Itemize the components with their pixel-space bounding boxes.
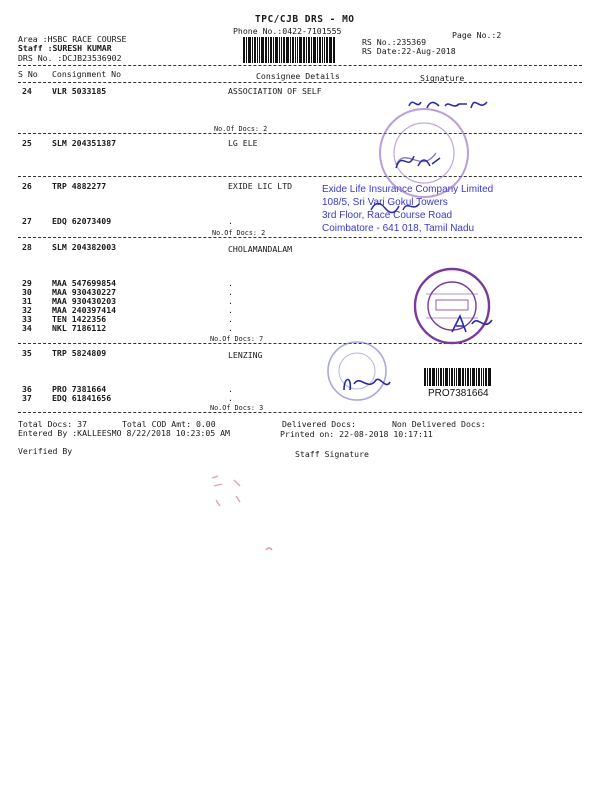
signature-27-icon: [367, 196, 423, 216]
divider: [18, 343, 582, 344]
smudge-mark-icon: [206, 472, 246, 512]
row-consignment: PRO 7381664: [52, 384, 107, 394]
divider: [18, 176, 582, 177]
row-dot: .: [228, 287, 233, 297]
row-dot: .: [228, 216, 233, 226]
signature-25-icon: [392, 148, 442, 174]
docs-count: No.Of Docs: 3: [210, 404, 264, 412]
divider: [18, 133, 582, 134]
row-dot: .: [228, 323, 233, 333]
divider: [18, 237, 582, 238]
row-consignment: MAA 240397414: [52, 305, 117, 315]
row-dot: .: [228, 278, 233, 288]
row-consignment: TRP 5824809: [52, 348, 107, 358]
divider: [18, 82, 582, 83]
sticker-code: PRO7381664: [428, 388, 489, 399]
col-signature: Signature: [420, 73, 465, 83]
row-sno: 25: [22, 138, 32, 148]
row-consignee: CHOLAMANDALAM: [228, 244, 293, 254]
row-consignee: EXIDE LIC LTD: [228, 181, 293, 191]
row-consignee: ASSOCIATION OF SELF: [228, 86, 322, 96]
rs-date: RS Date:22-Aug-2018: [362, 46, 456, 56]
row-dot: .: [228, 314, 233, 324]
exide-stamp-line: 3rd Floor, Race Course Road: [322, 210, 453, 221]
row-consignment: TRP 4882277: [52, 181, 107, 191]
signature-35-icon: [338, 372, 394, 396]
exide-stamp-line: 108/5, Sri Vari Gokul Towers: [322, 197, 448, 208]
signature-24-icon: [405, 92, 495, 114]
row-consignment: EDQ 62073409: [52, 216, 112, 226]
row-dot: .: [228, 305, 233, 315]
row-consignment: TEN 1422356: [52, 314, 107, 324]
row-sno: 33: [22, 314, 32, 324]
printed-on: Printed on: 22-08-2018 10:17:11: [280, 429, 433, 439]
row-consignment: SLM 204351387: [52, 138, 117, 148]
row-consignment: SLM 204382003: [52, 242, 117, 252]
row-sno: 24: [22, 86, 32, 96]
row-consignment: MAA 547699854: [52, 278, 117, 288]
col-sno: S No: [18, 69, 38, 79]
smudge-dot-icon: [264, 544, 274, 554]
row-sno: 26: [22, 181, 32, 191]
row-sno: 35: [22, 348, 32, 358]
row-sno: 32: [22, 305, 32, 315]
divider: [18, 412, 582, 413]
row-consignment: EDQ 61841656: [52, 393, 112, 403]
row-dot: .: [228, 393, 233, 403]
rs-number: RS No.:235369: [362, 37, 427, 47]
entered-by: Entered By :KALLEESMO 8/22/2018 10:23:05 AM: [18, 428, 230, 438]
row-sno: 31: [22, 296, 32, 306]
row-consignee: LG ELE: [228, 138, 258, 148]
row-consignment: MAA 930430227: [52, 287, 117, 297]
col-consignment: Consignment No: [52, 69, 122, 79]
docs-count: No.Of Docs: 2: [214, 125, 268, 133]
row-consignment: NKL 7186112: [52, 323, 107, 333]
staff-signature: Staff Signature: [295, 449, 369, 459]
total-cod: Total COD Amt: 0.00: [122, 419, 216, 429]
row-sno: 30: [22, 287, 32, 297]
phone-number: Phone No.:0422-7101555: [233, 26, 342, 36]
row-sno: 29: [22, 278, 32, 288]
area-label: Area :HSBC RACE COURSE: [18, 34, 127, 44]
row-sno: 36: [22, 384, 32, 394]
row-consignee: LENZING: [228, 350, 263, 360]
staff-label: Staff :SURESH KUMAR: [18, 43, 112, 53]
col-consignee: Consignee Details: [256, 71, 340, 81]
drs-number: DRS No. :DCJB23536902: [18, 53, 122, 63]
page-number: Page No.:2: [452, 30, 502, 40]
row-sno: 34: [22, 323, 32, 333]
drs-barcode: [243, 37, 353, 63]
exide-stamp-line: Exide Life Insurance Company Limited: [322, 184, 494, 195]
total-docs: Total Docs: 37: [18, 419, 88, 429]
row-sno: 37: [22, 393, 32, 403]
non-delivered-docs: Non Delivered Docs:: [392, 419, 486, 429]
row-consignment: VLR 5033185: [52, 86, 107, 96]
row-consignment: MAA 930430203: [52, 296, 117, 306]
divider: [18, 65, 582, 66]
docs-count: No.Of Docs: 7: [210, 335, 264, 343]
exide-stamp-line: Coimbatore - 641 018, Tamil Nadu: [322, 223, 475, 234]
row-dot: .: [228, 384, 233, 394]
verified-by: Verified By: [18, 446, 73, 456]
signature-29-icon: [448, 310, 496, 336]
delivered-docs: Delivered Docs:: [282, 419, 356, 429]
document-title: TPC/CJB DRS - MO: [255, 14, 355, 25]
row-dot: .: [228, 296, 233, 306]
row-sno: 27: [22, 216, 32, 226]
sticker-barcode: [424, 368, 520, 386]
docs-count: No.Of Docs: 2: [212, 229, 266, 237]
row-sno: 28: [22, 242, 32, 252]
